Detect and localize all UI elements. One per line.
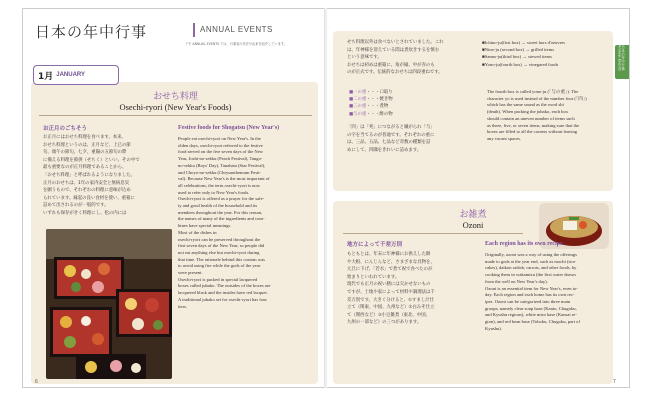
osechi-title-en: Osechi-ryori (New Year's Foods)	[119, 102, 232, 112]
text-line: おせち料理というのは、正月など、上巳の節	[43, 142, 131, 148]
list-item	[349, 89, 469, 96]
text-line: 立て（関東、中国、九州など）②白みそ仕立	[347, 305, 435, 311]
text-line: food served on the five seven days of the New	[178, 149, 264, 155]
osechi-continued-jp-2	[347, 124, 477, 154]
list-item: ■Yono-ju(fourth box) → vinegared foods	[482, 61, 559, 67]
osechi-sub-jp: お正月のごちそう	[43, 126, 88, 132]
text-line: bines have special meanings.	[178, 223, 232, 229]
list-item-label: ■三の重	[349, 104, 367, 110]
header-title-en: ANNUAL EVENTS	[200, 25, 273, 34]
text-line: any vacant spaces.	[487, 135, 522, 141]
text-line: and Kyushu regions), white miso base (Kansai re-	[485, 312, 577, 318]
text-line: 現代でも正月の祝い膳には欠かせないもの	[347, 282, 431, 288]
text-line: and Choyo-no-sekku (Chrysanthemum Festi-	[178, 169, 262, 175]
text-line: that time. The rationale behind this custom was	[178, 256, 265, 262]
page-number-right: 7	[613, 379, 616, 385]
text-line: Osechi-ryori is offered as a prayer for the safe-	[178, 196, 265, 202]
osechi-divider	[39, 115, 312, 116]
right-page	[327, 8, 630, 388]
text-line: boxes called jubako. The outsides of the boxes are	[178, 283, 271, 289]
text-line: おせちは初めは重箱に、角が縁、中が赤のも	[347, 62, 435, 68]
list-item-value: ・・・酢の物	[366, 111, 393, 117]
text-line: を願うもので、それぞれの料理に意味が込め	[43, 188, 131, 194]
text-line: tiers.	[178, 303, 188, 309]
text-line: お正月にはおせち料理を食べます。本来、	[43, 135, 126, 140]
text-line: ですが、土地や家によって材料や調理法は千	[347, 289, 435, 295]
text-line: 詰めて出されるのが一般的です。	[43, 203, 109, 209]
text-line: 始まりといわれています。	[347, 274, 400, 280]
list-item	[349, 96, 469, 103]
osechi-body-en	[178, 136, 314, 310]
text-line: Osechi-ryori is packed in special lacquered	[178, 276, 258, 282]
text-line: は、三品、五品、七品など奇数の種類を詰	[347, 140, 431, 146]
jubako-image	[46, 229, 172, 379]
text-line: members throughout the year. For this reason,	[178, 209, 263, 215]
text-line: Ozoni is an essential item for New Year's, even to-	[485, 285, 578, 291]
list-item-label: ■一の重	[349, 90, 367, 95]
text-line: Originally, ozoni was a way of using the offerings	[485, 252, 577, 257]
text-line: いずれも保存がきく料理にし、松の内には	[43, 210, 127, 216]
text-line: cooking them in wakamizu (the first water drawn	[485, 272, 576, 278]
osechi-continued-en	[487, 89, 611, 143]
text-line: ty and good health of the household and its	[178, 203, 258, 209]
text-line: (death). When packing the jubako, each box	[487, 109, 569, 115]
ozoni-body-jp	[347, 251, 479, 327]
text-line: boxes are filled to all the corners without leaving	[487, 129, 578, 135]
list-item: ■Nino-ju (second box) → grilled items	[482, 47, 555, 53]
text-line: lacquered black and the insides have red lacquer.	[178, 290, 268, 296]
text-line: の字を当てるのが普通です。それぞれの重に	[347, 132, 435, 138]
text-line: which has the same sound as the word shi	[487, 102, 564, 108]
text-line: cakes), daikon radish, carrots, and other foods, by	[485, 265, 577, 271]
list-item: ■Sanno-ju(third box) → stewed items	[482, 54, 552, 60]
text-line: no-sekku (Boys' Day), Tanabata (Star Festival),	[178, 162, 266, 168]
header-title-jp: 日本の年中行事	[35, 23, 148, 41]
list-item-label: ■与の重	[349, 111, 367, 117]
text-line: gion), and red bean base (Tohoku, Chugoku, part of	[485, 319, 580, 325]
ozoni-title-jp: お雑煮	[459, 210, 487, 220]
text-line: せち料理以外は食べないとされていました。これ	[347, 40, 444, 45]
left-page	[22, 8, 325, 388]
text-line: as three, five, or seven items, making sure that the	[487, 122, 580, 128]
text-line: Most of the dishes in	[178, 229, 217, 235]
jubako-list-jp	[349, 89, 469, 118]
text-line: to avoid using fire while the gods of the year	[178, 263, 261, 269]
ozoni-title-en: Ozoni	[462, 220, 484, 230]
text-line: People eat osechi-ryori on New Year's. In the	[178, 136, 261, 141]
ozoni-body-en	[485, 252, 613, 332]
text-line: もともとは、年末に年神様にお供えした餅	[347, 252, 431, 257]
ozoni-sub-en: Each region has its own recipe.	[485, 241, 565, 247]
text-line: という意味です。	[347, 55, 382, 61]
text-line: Year, Joshi-no-sekku (Peach Festival), Tango-	[178, 156, 263, 162]
osechi-continued-jp	[347, 39, 477, 77]
text-line: first seven days of the New Year, so people did	[178, 243, 265, 249]
text-line: めにして、四隅をきれいに詰めます。	[347, 147, 422, 153]
text-line: 句、端午の節句、七夕、重陽の五節句の際	[43, 150, 127, 156]
list-item	[349, 103, 469, 110]
text-line: られています。縁起の良い食材を使い、重箱に	[43, 195, 135, 201]
text-line: 九州の一部など）の三つがあります。	[347, 320, 422, 326]
header-divider	[193, 23, 195, 37]
text-line: The fourth box is called yono-ju (「与の重」). The	[487, 89, 579, 94]
section-side-tab[interactable]: 日本の年中行事 Annual Events	[615, 45, 629, 79]
list-item	[349, 111, 469, 118]
text-line: the names of many of the ingredients and com-	[178, 216, 265, 222]
text-line: 正月のおせちは、1年の家内安全と無病息災	[43, 180, 130, 186]
ozoni-divider	[343, 233, 523, 234]
list-item-label: ■二の重	[349, 97, 367, 103]
text-line: ipes. Ozoni can be categorized into three main	[485, 298, 571, 304]
text-line: from the well on New Year's day).	[485, 278, 548, 284]
text-line: Kyushu).	[485, 325, 502, 331]
page-header	[35, 19, 315, 53]
osechi-sub-en: Festive foods for Shogatsu (New Year's)	[178, 125, 280, 131]
page-number-left: 6	[35, 379, 38, 385]
osechi-title-jp: おせち料理	[153, 92, 198, 102]
month-jp: 1月	[38, 71, 54, 82]
text-line: day. Each region and each home has its own rec-	[485, 292, 575, 298]
text-line: A traditional jubako set for osechi-ryori has four	[178, 296, 267, 302]
text-line: 「四」は「死」につながると嫌がられ「与」	[347, 125, 435, 130]
text-line: に備える料理を節供（せちく）といい、その中で	[43, 157, 140, 163]
osechi-photo	[46, 229, 172, 379]
text-line: made to gods at the year end, such as mochi (rice	[485, 258, 576, 264]
text-line: val). Because New Year's is the most important of	[178, 176, 270, 182]
text-line: 「おせち料理」と呼ばれるようになりました。	[43, 172, 136, 178]
text-line: のが正式です。伝統的なおせちは四段重ねです。	[347, 70, 443, 76]
list-item-value: ・・・口取り	[366, 90, 393, 95]
text-line: olden days, osechi-ryori referred to the festive	[178, 142, 263, 148]
text-line: 差万別です。大きく分けると、①すまし汁仕	[347, 297, 435, 303]
list-item-value: ・・・煮物	[366, 104, 389, 110]
text-line: not eat anything else but osechi-ryori during	[178, 249, 260, 255]
text-line: 元旦に下げ、「若水」で煮て祝で食べたのが	[347, 267, 433, 273]
month-en: JANUARY	[56, 72, 86, 78]
header-note: デモ ANNUAL EVENTS では、行事食の作法や由来を紹介しています。	[185, 42, 287, 46]
text-line: て（関西など）③小豆雑煮（東北、中国、	[347, 312, 430, 318]
jubako-list-en	[482, 39, 612, 68]
text-line: 最も重要なのが正月料理であることから、	[43, 165, 127, 171]
text-line: や大根、にんじんなど、さまざまな具物を、	[347, 259, 435, 265]
month-tab	[33, 65, 119, 85]
text-line: character yo is used instead of the number four (「四」)	[487, 95, 587, 101]
book-spread	[22, 8, 630, 401]
text-line: should contain an uneven number of items such	[487, 115, 575, 121]
text-line: は、年神様を迎えている間は煮炊きするを慎む	[347, 47, 440, 53]
text-line: all celebrations, the term osechi-ryori is now	[178, 182, 261, 188]
list-item: ■Ichino-ju(first box) → sweet hors d'oeuvres	[482, 40, 566, 45]
text-line: groups, namely clear soup base (Kanto, Chugoku,	[485, 305, 577, 311]
text-line: were present.	[178, 270, 203, 276]
list-item-value: ・・・焼き物	[366, 97, 393, 103]
ozoni-sub-jp: 地方によって千差万別	[347, 242, 403, 248]
text-line: used to refer only to New Year's foods.	[178, 189, 250, 195]
text-line: osechi-ryori can be preserved throughout the	[178, 236, 261, 242]
osechi-body-jp	[43, 134, 171, 218]
